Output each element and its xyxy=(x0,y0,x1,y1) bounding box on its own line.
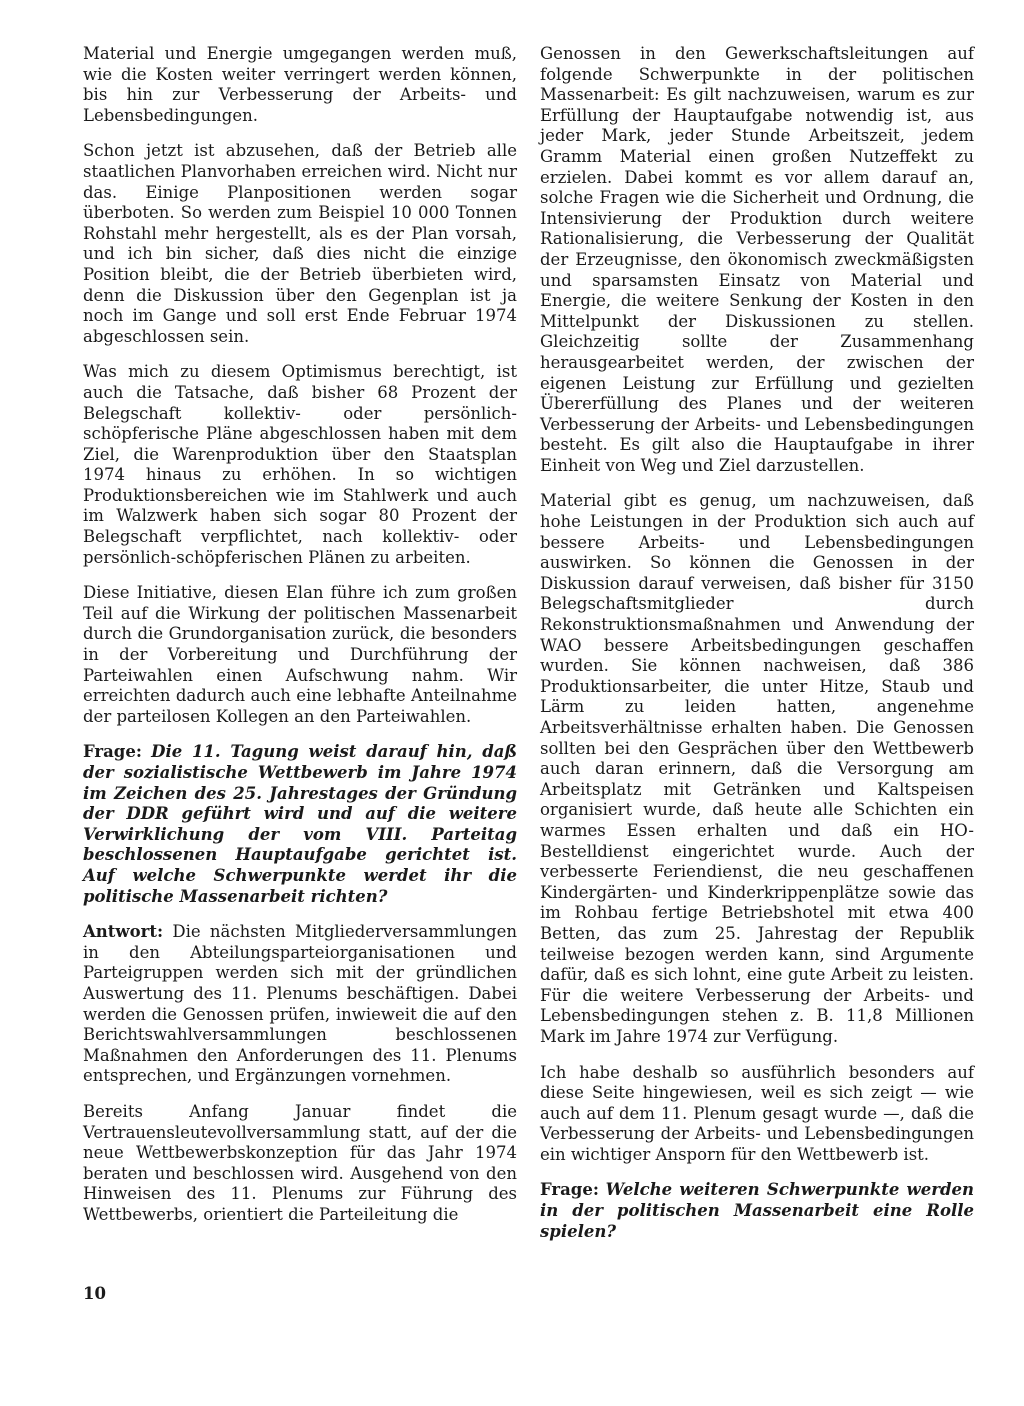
question-label: Frage: xyxy=(83,742,142,762)
paragraph: Genossen in den Gewerkschaftsleitungen auf folgende Schwerpunkte in der politischen Massenarbeit: Es gilt nachzuweisen, warum es zur Erfüllung der Hauptaufgabe notwendig ist, aus jeder Mark, jeder Stunde Arbeitszeit, jedem Gramm Material einen großen Nutzeffekt zu erzielen. Dabei kommt es vor allem darauf an, solche Fragen wie die Sicherheit und Ordnung, die Intensivierung der Produktion durch weitere Rationalisierung, die Verbesserung der Qualität der Erzeugnisse, den ökonomisch zweckmäßigsten und sparsamsten Einsatz von Material und Energie, die weitere Senkung der Kosten in den Mittelpunkt der Diskussionen zu stellen. Gleichzeitig sollte der Zusammenhang herausgearbeitet werden, der zwischen der eigenen Leistung zur Erfüllung und gezielten Übererfüllung des Planes und der weiteren Verbesserung der Arbeits- und Lebensbedingungen besteht. Es gilt also die Hauptaufgabe in ihrer Einheit von Weg und Ziel darzustellen. xyxy=(540,44,974,475)
question-block xyxy=(83,742,517,907)
answer-block xyxy=(83,922,517,1087)
question-text: Die 11. Tagung weist darauf hin, daß der sozialistische Wettbewerb im Jahre 1974 im Zeichen des 25. Jahrestages der Gründung der DDR geführt wird und auf die weitere Verwirklichung der vom VIII. Parteitag beschlossenen Hauptaufgabe gerichtet ist. Auf welche Schwerpunkte werdet ihr die politische Massenarbeit richten? xyxy=(83,742,518,906)
left-column xyxy=(83,44,517,1240)
paragraph: Diese Initiative, diesen Elan führe ich zum großen Teil auf die Wirkung der politischen Massenarbeit durch die Grundorganisation zurück, die besonders in der Vorbereitung und Durchführung der Parteiwahlen einen Aufschwung nahm. Wir erreichten dadurch auch eine lebhafte Anteilnahme der parteilosen Kollegen an den Parteiwahlen. xyxy=(83,583,517,726)
right-column xyxy=(540,44,974,1257)
question-block xyxy=(540,1180,974,1242)
answer-text: Die nächsten Mitgliederversammlungen in den Abteilungsparteiorganisationen und Parteigruppen werden sich mit der gründlichen Auswertung des 11. Plenums beschäftigen. Dabei werden die Genossen prüfen, inwieweit die auf den Berichtswahlversammlungen beschlossenen Maßnahmen den Anforderungen des 11. Plenums entsprechen, und Ergänzungen vornehmen. xyxy=(83,922,517,1086)
paragraph: Material und Energie umgegangen werden muß, wie die Kosten weiter verringert werden können, bis hin zur Verbesserung der Arbeits- und Lebensbedingungen. xyxy=(83,44,517,125)
question-text: Welche weiteren Schwerpunkte werden in der politischen Massenarbeit eine Rolle spielen? xyxy=(540,1180,974,1241)
paragraph: Schon jetzt ist abzusehen, daß der Betrieb alle staatlichen Planvorhaben erreichen wird. Nicht nur das. Einige Planpositionen werden sogar überboten. So werden zum Beispiel 10 000 Tonnen Rohstahl mehr hergestellt, als es der Plan vorsah, und ich bin sicher, daß dies nicht die einzige Position bleibt, die der Betrieb überbieten wird, denn die Diskussion über den Gegenplan ist ja noch im Gange und soll erst Ende Februar 1974 abgeschlossen sein. xyxy=(83,141,517,346)
question-label: Frage: xyxy=(540,1180,599,1200)
paragraph: Was mich zu diesem Optimismus berechtigt, ist auch die Tatsache, daß bisher 68 Prozent der Belegschaft kollektiv- oder persönlich-schöpferische Pläne abgeschlossen haben mit dem Ziel, die Warenproduktion über den Staatsplan 1974 hinaus zu erhöhen. In so wichtigen Produktionsbereichen wie im Stahlwerk und auch im Walzwerk haben sich sogar 80 Prozent der Belegschaft verpflichtet, nach kollektiv- oder persönlich-schöpferischen Plänen zu arbeiten. xyxy=(83,362,517,567)
paragraph: Ich habe deshalb so ausführlich besonders auf diese Seite hingewiesen, weil es sich zeigt — wie auch auf dem 11. Plenum gesagt wurde —, daß die Verbesserung der Arbeits- und Lebensbedingungen ein wichtiger Ansporn für den Wettbewerb ist. xyxy=(540,1062,974,1164)
answer-label: Antwort: xyxy=(83,922,164,942)
paragraph: Material gibt es genug, um nachzuweisen, daß hohe Leistungen in der Produktion sich auch auf bessere Arbeits- und Lebensbedingungen auswirken. So können die Genossen in der Diskussion darauf verweisen, daß bisher für 3150 Belegschaftsmitglieder durch Rekonstruktionsmaßnahmen und Anwendung der WAO bessere Arbeitsbedingungen geschaffen wurden. Sie können nachweisen, daß 386 Produktionsarbeiter, die unter Hitze, Staub und Lärm zu leiden hatten, angenehme Arbeitsverhältnisse erhalten haben. Die Genossen sollten bei den Gesprächen über den Wettbewerb auch daran erinnern, daß die Versorgung am Arbeitsplatz mit Getränken und Kaltspeisen organisiert wurde, daß heute alle Schichten ein warmes Essen erhalten und daß ein HO-Bestelldienst eingerichtet wurde. Auch der verbesserte Feriendienst, die neu geschaffenen Kindergärten- und Kinderkrippenplätze sowie das im Rohbau fertige Betriebshotel mit etwa 400 Betten, das zum 25. Jahrestag der Republik teilweise bezogen werden kann, sind Argumente dafür, daß es sich lohnt, eine gute Arbeit zu leisten. Für die weitere Verbesserung der Arbeits- und Lebensbedingungen stehen z. B. 11,8 Millionen Mark im Jahre 1974 zur Verfügung. xyxy=(540,491,974,1046)
page-number: 10 xyxy=(83,1284,106,1303)
paragraph: Bereits Anfang Januar findet die Vertrauensleutevollversammlung statt, auf der die neue Wettbewerbskonzeption für das Jahr 1974 beraten und beschlossen wird. Ausgehend von den Hinweisen des 11. Plenums zur Führung des Wettbewerbs, orientiert die Parteileitung die xyxy=(83,1101,517,1224)
